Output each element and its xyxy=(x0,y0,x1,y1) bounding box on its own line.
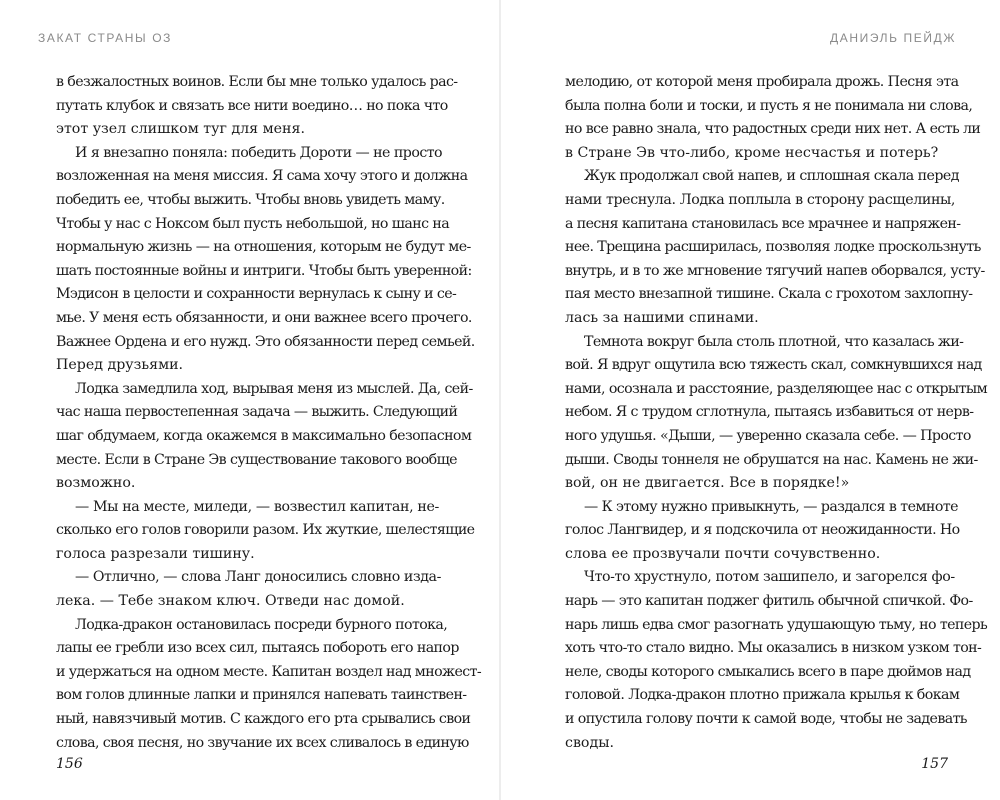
text-line: мье. У меня есть обязанности, и они важнее всего прочего. xyxy=(56,309,472,326)
right-page-text xyxy=(565,71,988,755)
text-line: шать постоянные войны и интриги. Чтобы быть уверенной: xyxy=(56,262,472,279)
text-line: Темнота вокруг была столь плотной, что казалась жи- xyxy=(584,333,964,350)
text-line: слова ее прозвучали почти сочувственно. xyxy=(565,545,881,562)
text-line: нарь лишь едва смог разогнать удушающую тьму, но теперь xyxy=(565,616,988,633)
text-line: ный, навязчивый мотив. С каждого его рта срывались свои xyxy=(56,711,471,728)
text-line: нами треснула. Лодка поплыла в сторону расщелины, xyxy=(565,191,956,208)
page-number-left: 156 xyxy=(56,756,83,772)
text-line: И я внезапно поняла: победить Дороти — не просто xyxy=(75,144,443,161)
text-line: головой. Лодка-дракон плотно прижала крылья к бокам xyxy=(565,687,960,704)
text-line: небом. Я с трудом сглотнула, пытаясь избавиться от нерв- xyxy=(565,404,974,421)
text-line: хоть что-то стало видно. Мы оказались в низком узком тон- xyxy=(565,640,982,657)
text-line: а песня капитана становилась все мрачнее и напряжен- xyxy=(565,215,961,232)
left-page xyxy=(0,0,499,800)
text-line: вой. Я вдруг ощутила всю тяжесть скал, сомкнувшихся над xyxy=(565,357,982,374)
text-line: своды. xyxy=(565,734,615,751)
text-line: ного удушья. «Дыши, — уверенно сказала себе. — Просто xyxy=(565,427,971,444)
text-line: вом голов длинные лапки и принялся напевать таинствен- xyxy=(56,687,467,704)
text-line: час наша первостепенная задача — выжить. Следующий xyxy=(56,404,458,421)
text-line: Лодка-дракон остановилась посреди бурного потока, xyxy=(75,616,448,633)
text-line: вой, он не двигается. Все в порядке!» xyxy=(565,475,850,492)
text-line: голоса разрезали тишину. xyxy=(56,545,255,562)
text-line: внутрь, и в то же мгновение тягучий напев оборвался, усту- xyxy=(565,262,985,279)
text-line: Чтобы у нас с Ноксом был пусть небольшой, но шанс на xyxy=(56,215,450,232)
text-line: лапы ее гребли изо всех сил, пытаясь побороть его напор xyxy=(56,640,459,657)
text-line: Важнее Ордена и его нужд. Это обязанности перед семьей. xyxy=(56,333,475,350)
text-line: Жук продолжал свой напев, и сплошная скала перед xyxy=(584,168,959,185)
text-line: неле, своды которого смыкались всего в паре дюймов над xyxy=(565,663,971,680)
text-line: пая место внезапной тишине. Скала с грохотом захлопну- xyxy=(565,286,973,303)
left-page-text xyxy=(56,71,482,755)
text-line: в Стране Эв что-либо, кроме несчастья и потерь? xyxy=(565,144,939,161)
text-line: возможно. xyxy=(56,475,136,492)
text-line: победить ее, чтобы выжить. Чтобы вновь увидеть маму. xyxy=(56,191,445,208)
text-line: месте. Если в Стране Эв существование такового вообще xyxy=(56,451,457,468)
page-number-right: 157 xyxy=(921,756,948,772)
text-line: — К этому нужно привыкнуть, — раздался в темноте xyxy=(584,498,959,515)
text-line: и удержаться на одном месте. Капитан воздел над множест- xyxy=(56,663,482,680)
text-line: возложенная на меня миссия. Я сама хочу этого и должна xyxy=(56,168,468,185)
text-line: нее. Трещина расширилась, позволяя лодке проскользнуть xyxy=(565,239,981,256)
text-line: Перед друзьями. xyxy=(56,357,184,374)
text-line: нормальную жизнь — на отношения, которым не будут ме- xyxy=(56,239,471,256)
text-line: сколько его голов говорили разом. Их жуткие, шелестящие xyxy=(56,522,475,539)
text-line: нарь — это капитан поджег фитиль обычной спичкой. Фо- xyxy=(565,593,973,610)
text-line: нами, осознала и расстояние, разделяющее нас с открытым xyxy=(565,380,988,397)
running-head-author: ДАНИЭЛЬ ПЕЙДЖ xyxy=(830,31,956,45)
text-line: Что-то хрустнуло, потом зашипело, и загорелся фо- xyxy=(584,569,955,586)
right-page xyxy=(501,0,1000,800)
text-line: была полна боли и тоски, и пусть я не понимала ни слова, xyxy=(565,97,973,114)
text-line: лека. — Тебе знаком ключ. Отведи нас домой. xyxy=(56,593,405,610)
text-line: этот узел слишком туг для меня. xyxy=(56,121,305,138)
text-line: — Мы на месте, миледи, — возвестил капитан, не- xyxy=(75,498,439,515)
text-line: в безжалостных воинов. Если бы мне только удалось рас- xyxy=(56,74,458,90)
text-line: голос Лангвидер, и я подскочила от неожиданности. Но xyxy=(565,522,960,539)
text-line: Лодка замедлила ход, вырывая меня из мыслей. Да, сей- xyxy=(75,380,473,397)
text-line: но все равно знала, что радостных среди них нет. А есть ли xyxy=(565,121,981,138)
text-line: дыши. Своды тоннеля не обрушатся на нас. Камень не жи- xyxy=(565,451,978,468)
text-line: слова, своя песня, но звучание их всех сливалось в единую xyxy=(56,734,469,751)
text-line: и опустила голову почти к самой воде, чтобы не задевать xyxy=(565,711,967,728)
text-line: мелодию, от которой меня пробирала дрожь. Песня эта xyxy=(565,74,959,90)
text-line: лась за нашими спинами. xyxy=(565,309,759,326)
text-line: путать клубок и связать все нити воедино… но пока что xyxy=(56,97,448,114)
text-line: Мэдисон в целости и сохранности вернулась к сыну и се- xyxy=(56,286,457,303)
text-line: шаг обдумаем, когда окажемся в максимально безопасном xyxy=(56,427,472,444)
running-head-book-title: ЗАКАТ СТРАНЫ ОЗ xyxy=(38,31,172,45)
text-line: — Отлично, — слова Ланг доносились словно изда- xyxy=(75,569,441,586)
